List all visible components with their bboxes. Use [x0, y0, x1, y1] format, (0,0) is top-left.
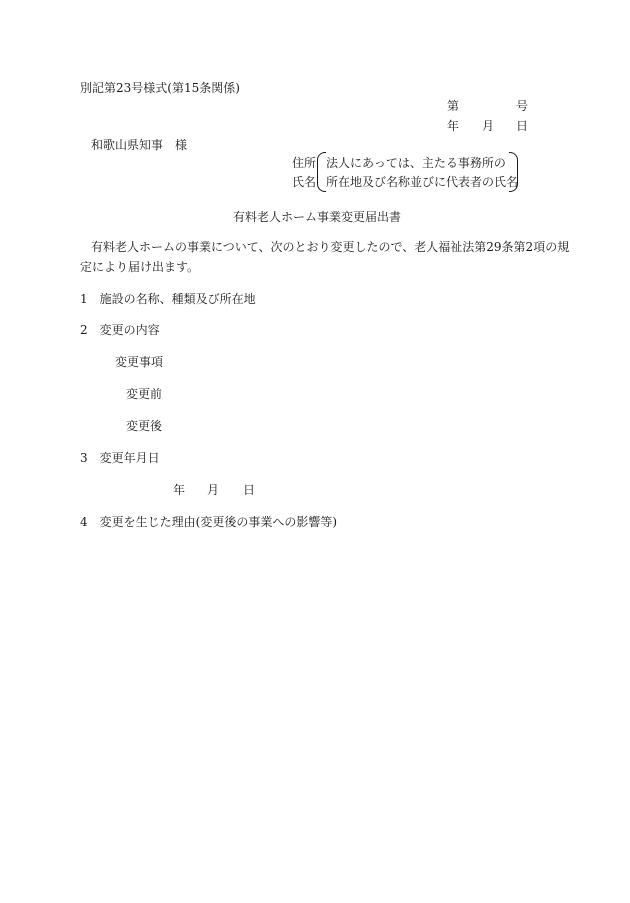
applicant-note-line1: 法人にあっては、主たる事務所の — [326, 156, 506, 170]
item-2-change-content: 2 変更の内容 — [80, 323, 160, 337]
right-bracket — [509, 152, 518, 192]
body-text-line1: 有料老人ホームの事業について、次のとおり変更したので、老人福祉法第29条第2項の規 — [91, 240, 570, 254]
date-month-label: 月 — [482, 119, 495, 133]
address-label: 住所 — [292, 156, 317, 170]
document-title: 有料老人ホーム事業変更届出書 — [233, 210, 402, 224]
left-bracket — [317, 152, 326, 192]
item-4-reason: 4 変更を生じた理由(変更後の事業への影響等) — [80, 515, 337, 529]
change-date-year: 年 — [173, 483, 186, 497]
body-text-line2: 定により届け出ます。 — [80, 260, 200, 274]
change-date-day: 日 — [243, 483, 256, 497]
addressee: 和歌山県知事 様 — [91, 138, 188, 152]
applicant-note-line2: 所在地及び名称並びに代表者の氏名 — [326, 175, 519, 189]
item-3-change-date: 3 変更年月日 — [80, 451, 160, 465]
number-prefix: 第 — [447, 99, 460, 113]
after-change-label: 変更後 — [126, 419, 163, 433]
change-date-month: 月 — [207, 483, 220, 497]
item-1-facility: 1 施設の名称、種類及び所在地 — [80, 292, 256, 306]
date-day-label: 日 — [516, 119, 529, 133]
form-reference: 別記第23号様式(第15条関係) — [80, 81, 240, 95]
date-year-label: 年 — [447, 119, 460, 133]
change-item-label: 変更事項 — [115, 355, 164, 369]
number-suffix: 号 — [516, 99, 529, 113]
name-label: 氏名 — [292, 175, 317, 189]
before-change-label: 変更前 — [126, 387, 163, 401]
